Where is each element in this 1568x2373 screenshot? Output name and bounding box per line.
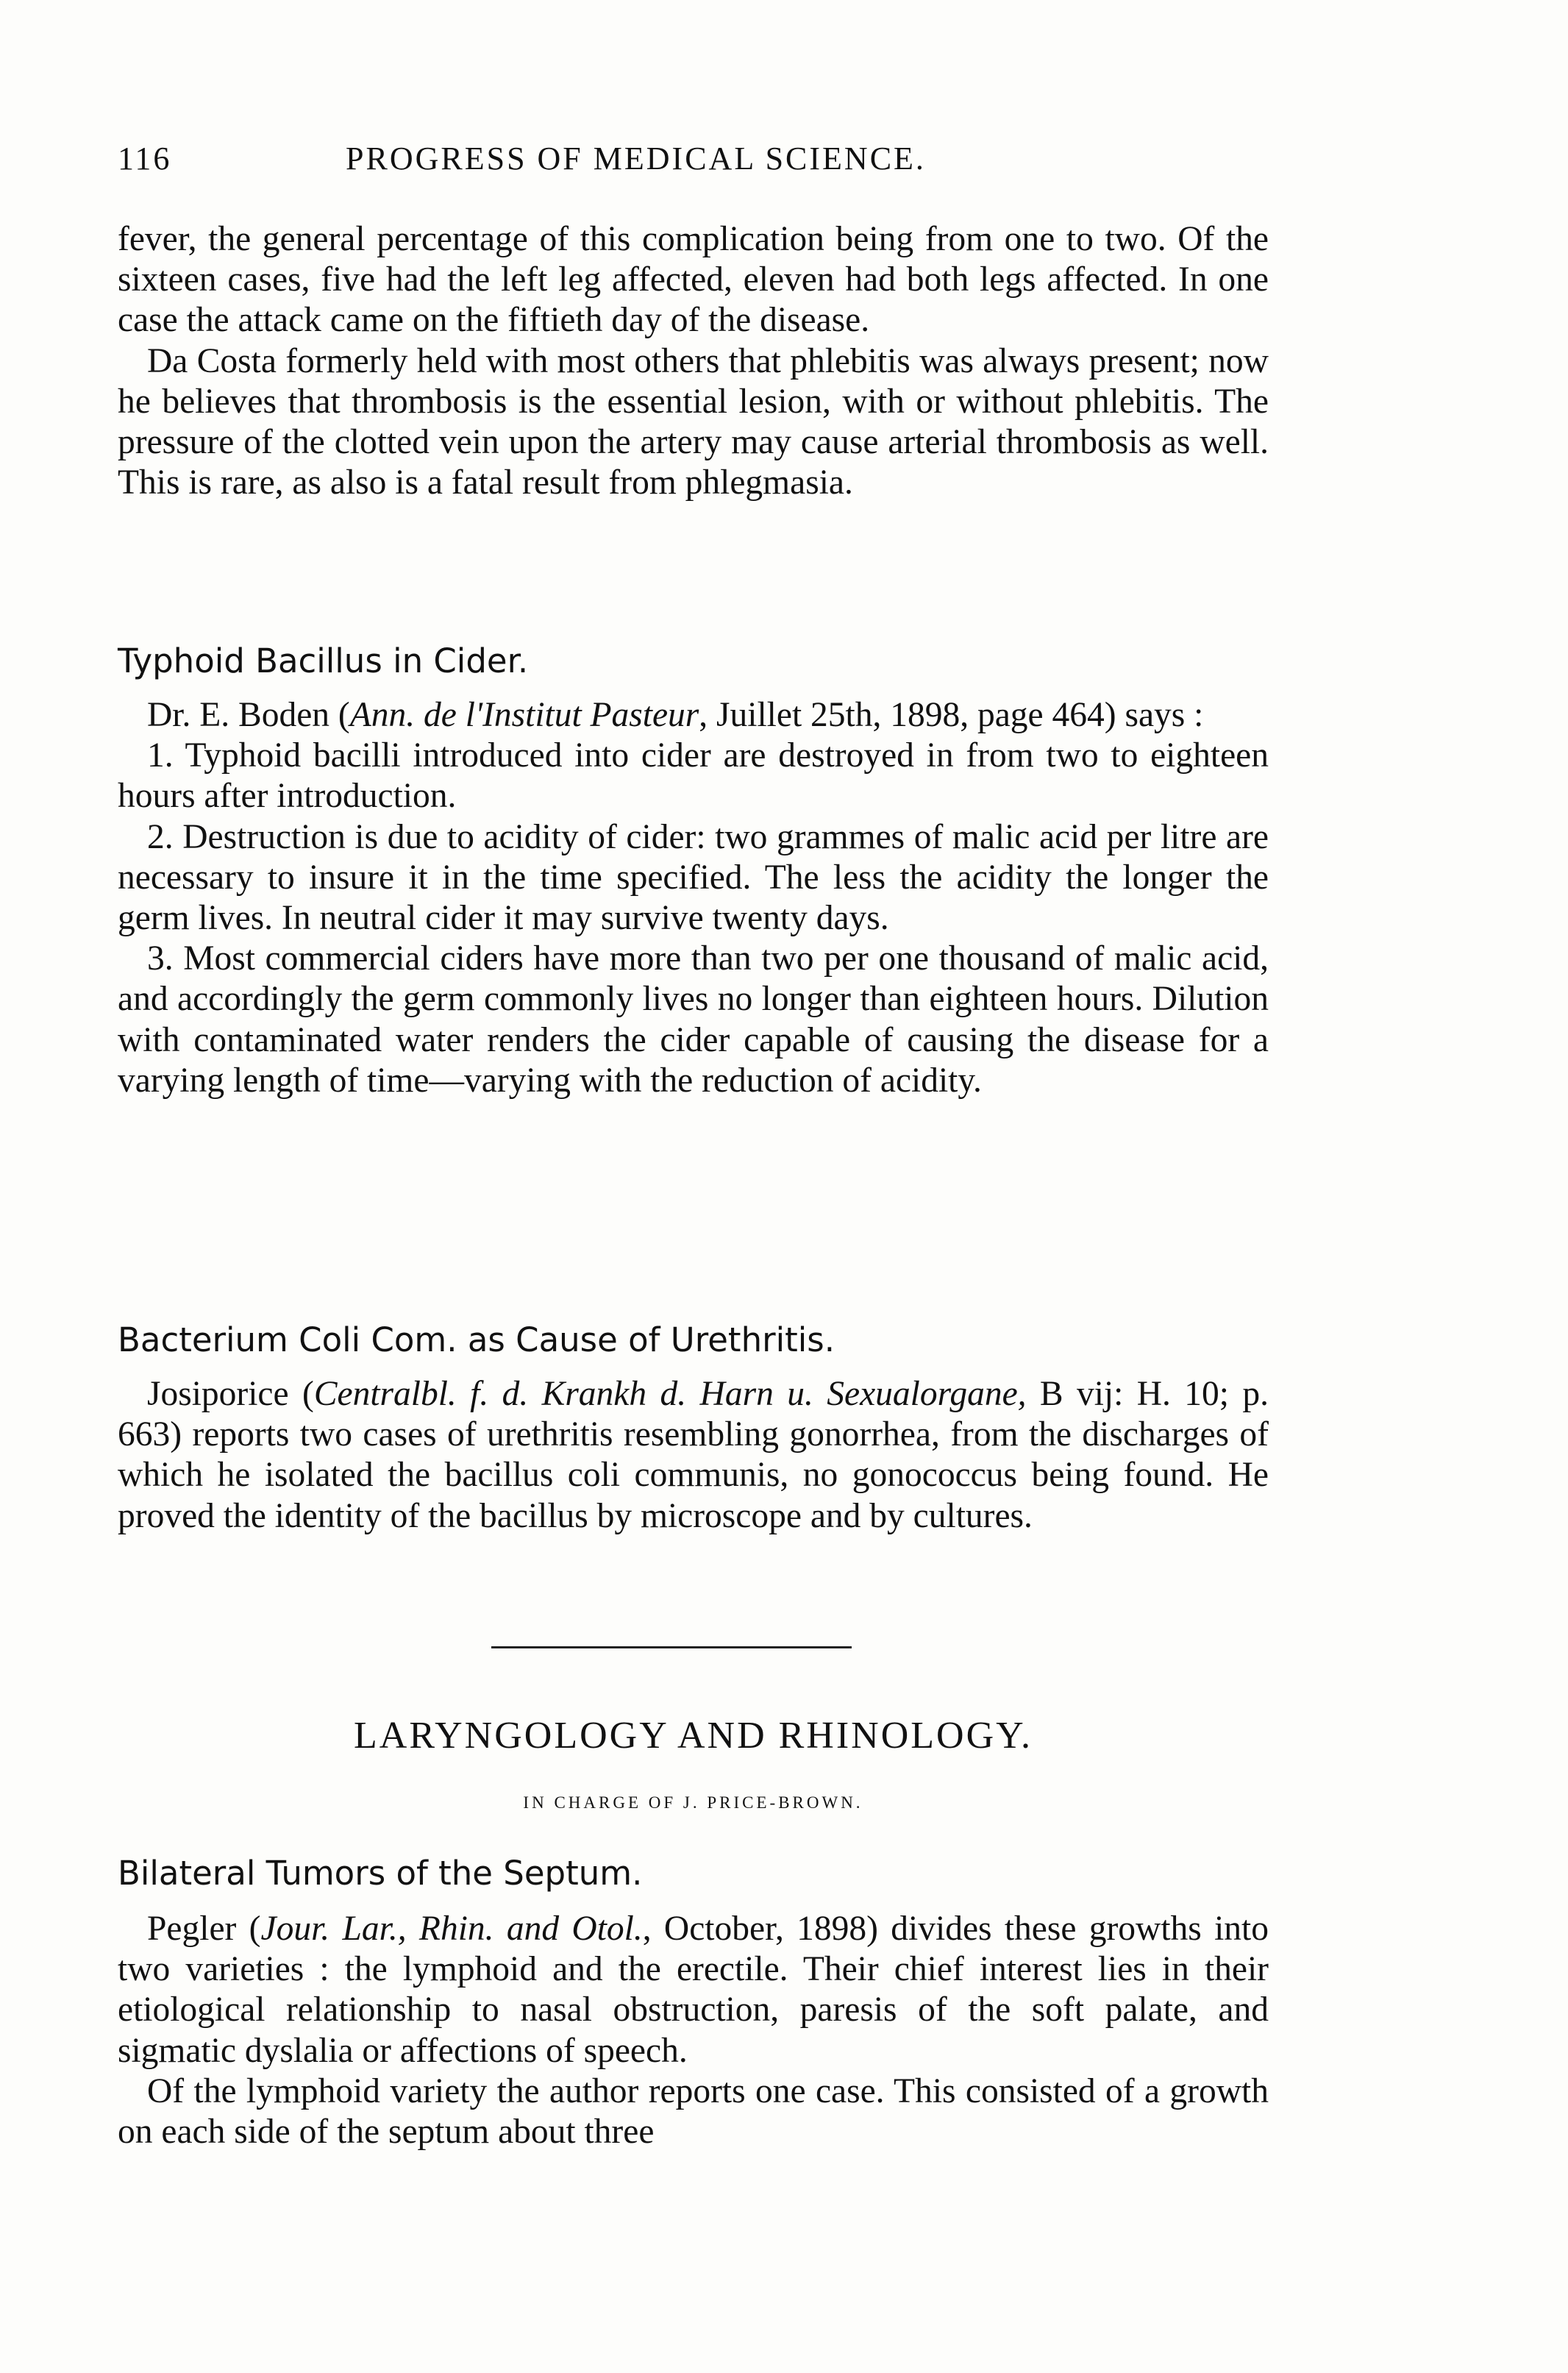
section-divider-rule: [491, 1646, 852, 1648]
list-item-2: 2. Destruction is due to acidity of cider: two grammes of malic acid per litre are necessary to insure it in the time specified. The less the acidity the longer the germ lives. In neutral cider it may survive twenty days.: [118, 817, 1269, 938]
paragraph-josiporice: Josiporice (Centralbl. f. d. Krankh d. Harn u. Sexualorgane, B vij: H. 10; p. 663) reports two cases of urethritis resembling gonorrhea, from the discharges of which he isolated the bacillus coli communis, no gonococcus being found. He proved the identity of the bacillus by microscope and by cultures.: [118, 1375, 1269, 1535]
paragraph-fever: fever, the general percentage of this complication being from one to two. Of the sixteen cases, five had the left leg affected, eleven had both legs affected. In one case the attack came on the fiftieth day of the disease.: [118, 220, 1269, 340]
major-heading-laryngology: LARYNGOLOGY AND RHINOLOGY.: [354, 1715, 1033, 1757]
typhoid-text-block: [118, 695, 1269, 1101]
list-item-1: 1. Typhoid bacilli introduced into cider are destroyed in from two to eighteen hours after introduction.: [118, 736, 1269, 816]
running-header: [118, 140, 1456, 191]
paragraph-da-costa: Da Costa formerly held with most others that phlebitis was always present; now he believes that thrombosis is the essential lesion, with or without phlebitis. The pressure of the clotted vein upon the artery may cause arterial thrombosis as well. This is rare, as also is a fatal result from phlegmasia.: [118, 341, 1269, 502]
list-item-3: 3. Most commercial ciders have more than two per one thousand of malic acid, and accordingly the germ commonly lives no longer than eighteen hours. Dilution with contaminated water renders the cider capable of causing the disease for a varying length of time—varying with the reduction of acidity.: [118, 939, 1269, 1100]
paragraph-lymphoid: Of the lymphoid variety the author reports one case. This consisted of a growth on each side of the septum about three: [118, 2071, 1269, 2152]
citation-centralbl: Centralbl. f. d. Krankh d. Harn u. Sexualorgane,: [313, 1375, 1027, 1413]
paragraph-boden-intro: Dr. E. Boden (Ann. de l'Institut Pasteur, Juillet 25th, 1898, page 464) says :: [147, 696, 1204, 734]
running-title: PROGRESS OF MEDICAL SCIENCE.: [346, 140, 926, 177]
citation-jour-lar: Jour. Lar., Rhin. and Otol.: [260, 1910, 643, 1948]
in-charge-line: IN CHARGE OF J. PRICE-BROWN.: [523, 1793, 863, 1812]
section-heading-bacterium: Bacterium Coli Com. as Cause of Urethritis.: [118, 1320, 835, 1359]
paragraph-pegler: Pegler (Jour. Lar., Rhin. and Otol., October, 1898) divides these growths into two varieties : the lymphoid and the erectile. Their chief interest lies in their etiological relationship to nasal obstruction, paresis of the soft palate, and sigmatic dyslalia or affections of speech.: [118, 1910, 1269, 2070]
bacterium-text-block: [118, 1374, 1269, 1537]
section-heading-typhoid: Typhoid Bacillus in Cider.: [118, 641, 529, 680]
section-heading-septum: Bilateral Tumors of the Septum.: [118, 1854, 643, 1893]
opening-text-block: [118, 219, 1269, 503]
citation-ann-pasteur: Ann. de l'Institut Pasteur: [349, 696, 699, 734]
septum-text-block: [118, 1909, 1269, 2152]
page-number: 116: [118, 140, 172, 177]
